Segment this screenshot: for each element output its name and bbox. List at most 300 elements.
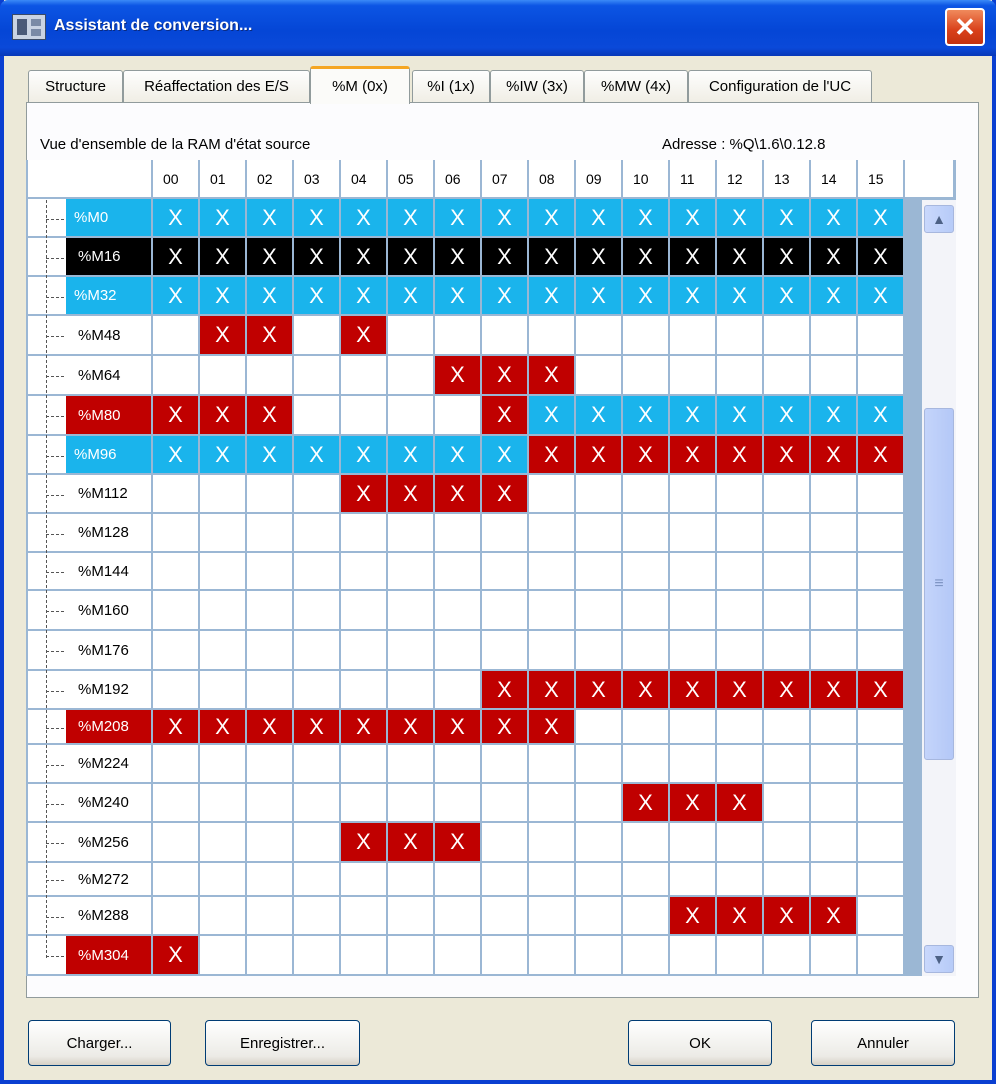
bit-cell[interactable]: [764, 671, 809, 708]
bit-cell[interactable]: [153, 745, 198, 782]
bit-cell[interactable]: [200, 238, 245, 275]
bit-cell[interactable]: [529, 553, 574, 589]
bit-cell[interactable]: [670, 745, 715, 782]
bit-cell[interactable]: [153, 316, 198, 354]
bit-cell[interactable]: [811, 277, 856, 314]
bit-cell[interactable]: [670, 671, 715, 708]
bit-cell[interactable]: [623, 316, 668, 354]
bit-cell[interactable]: [764, 316, 809, 354]
bit-cell[interactable]: [811, 784, 856, 821]
bit-cell[interactable]: [623, 475, 668, 512]
bit-cell[interactable]: [764, 356, 809, 394]
bit-cell[interactable]: [576, 591, 621, 629]
bit-cell[interactable]: [529, 238, 574, 275]
bit-cell[interactable]: [623, 514, 668, 551]
bit-cell[interactable]: [247, 823, 292, 861]
bit-cell[interactable]: [529, 745, 574, 782]
bit-cell[interactable]: [576, 671, 621, 708]
bit-cell[interactable]: [482, 277, 527, 314]
bit-cell[interactable]: [388, 396, 433, 434]
bit-cell[interactable]: [341, 553, 386, 589]
tab-i-1x[interactable]: %I (1x): [412, 70, 490, 102]
bit-cell[interactable]: [435, 238, 480, 275]
bit-cell[interactable]: [294, 514, 339, 551]
bit-cell[interactable]: [341, 631, 386, 669]
bit-cell[interactable]: [200, 863, 245, 895]
bit-cell[interactable]: [294, 591, 339, 629]
bit-cell[interactable]: [247, 356, 292, 394]
bit-cell[interactable]: [200, 553, 245, 589]
bit-cell[interactable]: [341, 863, 386, 895]
bit-cell[interactable]: [858, 631, 903, 669]
bit-cell[interactable]: [341, 316, 386, 354]
bit-cell[interactable]: [717, 631, 762, 669]
bit-cell[interactable]: [529, 199, 574, 236]
bit-cell[interactable]: [294, 553, 339, 589]
bit-cell[interactable]: [670, 514, 715, 551]
bit-cell[interactable]: [529, 671, 574, 708]
bit-cell[interactable]: [435, 316, 480, 354]
bit-cell[interactable]: [482, 936, 527, 974]
bit-cell[interactable]: [670, 436, 715, 473]
bit-cell[interactable]: [529, 316, 574, 354]
bit-cell[interactable]: [294, 277, 339, 314]
bit-cell[interactable]: [764, 823, 809, 861]
bit-cell[interactable]: [435, 784, 480, 821]
bit-cell[interactable]: [670, 591, 715, 629]
bit-cell[interactable]: [670, 863, 715, 895]
bit-cell[interactable]: [153, 277, 198, 314]
bit-cell[interactable]: [576, 745, 621, 782]
bit-cell[interactable]: [623, 823, 668, 861]
bit-cell[interactable]: [247, 897, 292, 934]
bit-cell[interactable]: [153, 396, 198, 434]
bit-cell[interactable]: [294, 199, 339, 236]
bit-cell[interactable]: [811, 936, 856, 974]
bit-cell[interactable]: [529, 475, 574, 512]
bit-cell[interactable]: [482, 897, 527, 934]
bit-cell[interactable]: [858, 745, 903, 782]
bit-cell[interactable]: [294, 745, 339, 782]
tab-io-reassignment[interactable]: Réaffectation des E/S: [123, 70, 310, 102]
bit-cell[interactable]: [576, 631, 621, 669]
bit-cell[interactable]: [482, 316, 527, 354]
bit-cell[interactable]: [764, 396, 809, 434]
bit-cell[interactable]: [529, 936, 574, 974]
bit-cell[interactable]: [623, 436, 668, 473]
bit-cell[interactable]: [623, 863, 668, 895]
bit-cell[interactable]: [435, 277, 480, 314]
bit-cell[interactable]: [811, 199, 856, 236]
bit-cell[interactable]: [670, 475, 715, 512]
bit-cell[interactable]: [482, 475, 527, 512]
bit-cell[interactable]: [341, 199, 386, 236]
bit-cell[interactable]: [623, 671, 668, 708]
bit-cell[interactable]: [200, 710, 245, 743]
bit-cell[interactable]: [858, 514, 903, 551]
bit-cell[interactable]: [247, 863, 292, 895]
bit-cell[interactable]: [811, 823, 856, 861]
bit-cell[interactable]: [717, 784, 762, 821]
bit-cell[interactable]: [717, 316, 762, 354]
bit-cell[interactable]: [294, 238, 339, 275]
bit-cell[interactable]: [153, 671, 198, 708]
bit-cell[interactable]: [623, 897, 668, 934]
bit-cell[interactable]: [341, 784, 386, 821]
bit-cell[interactable]: [388, 436, 433, 473]
cancel-button[interactable]: Annuler: [811, 1020, 955, 1066]
bit-cell[interactable]: [811, 356, 856, 394]
bit-cell[interactable]: [200, 784, 245, 821]
bit-cell[interactable]: [529, 356, 574, 394]
load-button[interactable]: Charger...: [28, 1020, 171, 1066]
bit-cell[interactable]: [670, 396, 715, 434]
bit-cell[interactable]: [623, 631, 668, 669]
bit-cell[interactable]: [623, 710, 668, 743]
bit-cell[interactable]: [435, 436, 480, 473]
bit-cell[interactable]: [153, 514, 198, 551]
bit-cell[interactable]: [764, 936, 809, 974]
bit-cell[interactable]: [576, 514, 621, 551]
bit-cell[interactable]: [764, 514, 809, 551]
bit-cell[interactable]: [623, 277, 668, 314]
bit-cell[interactable]: [294, 863, 339, 895]
scroll-up-icon[interactable]: ▲: [924, 205, 954, 233]
bit-cell[interactable]: [341, 671, 386, 708]
bit-cell[interactable]: [388, 591, 433, 629]
bit-cell[interactable]: [623, 591, 668, 629]
bit-cell[interactable]: [435, 591, 480, 629]
bit-cell[interactable]: [341, 936, 386, 974]
bit-cell[interactable]: [670, 631, 715, 669]
bit-cell[interactable]: [717, 199, 762, 236]
bit-cell[interactable]: [388, 745, 433, 782]
bit-cell[interactable]: [576, 277, 621, 314]
bit-cell[interactable]: [576, 553, 621, 589]
bit-cell[interactable]: [388, 710, 433, 743]
bit-cell[interactable]: [341, 475, 386, 512]
bit-cell[interactable]: [576, 396, 621, 434]
bit-cell[interactable]: [388, 671, 433, 708]
bit-cell[interactable]: [670, 199, 715, 236]
bit-cell[interactable]: [858, 591, 903, 629]
bit-cell[interactable]: [388, 863, 433, 895]
bit-cell[interactable]: [388, 514, 433, 551]
bit-cell[interactable]: [435, 553, 480, 589]
bit-cell[interactable]: [670, 936, 715, 974]
bit-cell[interactable]: [482, 863, 527, 895]
bit-cell[interactable]: [200, 631, 245, 669]
bit-cell[interactable]: [576, 863, 621, 895]
bit-cell[interactable]: [294, 316, 339, 354]
bit-cell[interactable]: [576, 199, 621, 236]
scroll-down-icon[interactable]: ▼: [924, 945, 954, 973]
bit-cell[interactable]: [576, 897, 621, 934]
bit-cell[interactable]: [482, 671, 527, 708]
bit-cell[interactable]: [435, 199, 480, 236]
tab-m-0x[interactable]: %M (0x): [310, 66, 410, 104]
bit-cell[interactable]: [529, 396, 574, 434]
bit-cell[interactable]: [341, 710, 386, 743]
bit-cell[interactable]: [388, 316, 433, 354]
bit-cell[interactable]: [623, 784, 668, 821]
bit-cell[interactable]: [670, 823, 715, 861]
bit-cell[interactable]: [717, 863, 762, 895]
bit-cell[interactable]: [717, 823, 762, 861]
bit-cell[interactable]: [811, 631, 856, 669]
bit-cell[interactable]: [247, 671, 292, 708]
bit-cell[interactable]: [153, 591, 198, 629]
bit-cell[interactable]: [482, 238, 527, 275]
bit-cell[interactable]: [294, 936, 339, 974]
bit-cell[interactable]: [247, 199, 292, 236]
bit-cell[interactable]: [529, 784, 574, 821]
bit-cell[interactable]: [247, 710, 292, 743]
bit-cell[interactable]: [482, 553, 527, 589]
bit-cell[interactable]: [247, 396, 292, 434]
bit-cell[interactable]: [764, 631, 809, 669]
bit-cell[interactable]: [623, 238, 668, 275]
bit-cell[interactable]: [764, 238, 809, 275]
bit-cell[interactable]: [482, 396, 527, 434]
bit-cell[interactable]: [764, 784, 809, 821]
ok-button[interactable]: OK: [628, 1020, 772, 1066]
bit-cell[interactable]: [858, 553, 903, 589]
bit-cell[interactable]: [153, 475, 198, 512]
bit-cell[interactable]: [200, 316, 245, 354]
close-button[interactable]: ✕: [945, 8, 985, 46]
bit-cell[interactable]: [858, 936, 903, 974]
bit-cell[interactable]: [341, 591, 386, 629]
bit-cell[interactable]: [388, 784, 433, 821]
bit-cell[interactable]: [858, 316, 903, 354]
bit-cell[interactable]: [247, 475, 292, 512]
bit-cell[interactable]: [341, 897, 386, 934]
bit-cell[interactable]: [623, 553, 668, 589]
bit-cell[interactable]: [388, 936, 433, 974]
bit-cell[interactable]: [717, 475, 762, 512]
bit-cell[interactable]: [717, 710, 762, 743]
bit-cell[interactable]: [247, 436, 292, 473]
bit-cell[interactable]: [529, 710, 574, 743]
bit-cell[interactable]: [247, 936, 292, 974]
bit-cell[interactable]: [247, 784, 292, 821]
bit-cell[interactable]: [717, 238, 762, 275]
bit-cell[interactable]: [717, 591, 762, 629]
bit-cell[interactable]: [529, 436, 574, 473]
bit-cell[interactable]: [529, 591, 574, 629]
bit-cell[interactable]: [811, 436, 856, 473]
bit-cell[interactable]: [670, 277, 715, 314]
bit-cell[interactable]: [435, 710, 480, 743]
bit-cell[interactable]: [153, 553, 198, 589]
bit-cell[interactable]: [717, 671, 762, 708]
bit-cell[interactable]: [435, 671, 480, 708]
bit-cell[interactable]: [388, 238, 433, 275]
bit-cell[interactable]: [435, 863, 480, 895]
bit-cell[interactable]: [764, 475, 809, 512]
bit-cell[interactable]: [388, 356, 433, 394]
bit-cell[interactable]: [717, 356, 762, 394]
bit-cell[interactable]: [858, 710, 903, 743]
bit-cell[interactable]: [435, 823, 480, 861]
bit-cell[interactable]: [623, 745, 668, 782]
bit-cell[interactable]: [153, 238, 198, 275]
bit-cell[interactable]: [670, 356, 715, 394]
bit-cell[interactable]: [153, 436, 198, 473]
bit-cell[interactable]: [811, 396, 856, 434]
bit-cell[interactable]: [435, 475, 480, 512]
bit-cell[interactable]: [623, 396, 668, 434]
bit-cell[interactable]: [811, 316, 856, 354]
tab-mw-4x[interactable]: %MW (4x): [584, 70, 688, 102]
bit-cell[interactable]: [294, 671, 339, 708]
bit-cell[interactable]: [623, 936, 668, 974]
bit-cell[interactable]: [341, 436, 386, 473]
bit-cell[interactable]: [858, 823, 903, 861]
bit-cell[interactable]: [200, 745, 245, 782]
bit-cell[interactable]: [717, 553, 762, 589]
bit-cell[interactable]: [858, 784, 903, 821]
bit-cell[interactable]: [670, 238, 715, 275]
bit-cell[interactable]: [811, 671, 856, 708]
bit-cell[interactable]: [670, 553, 715, 589]
bit-cell[interactable]: [529, 277, 574, 314]
tab-cpu-configuration[interactable]: Configuration de l'UC: [688, 70, 872, 102]
bit-cell[interactable]: [764, 553, 809, 589]
bit-cell[interactable]: [435, 356, 480, 394]
bit-cell[interactable]: [811, 591, 856, 629]
bit-cell[interactable]: [858, 671, 903, 708]
bit-cell[interactable]: [764, 745, 809, 782]
tab-iw-3x[interactable]: %IW (3x): [490, 70, 584, 102]
bit-cell[interactable]: [294, 396, 339, 434]
bit-cell[interactable]: [153, 199, 198, 236]
bit-cell[interactable]: [482, 784, 527, 821]
bit-cell[interactable]: [388, 553, 433, 589]
bit-cell[interactable]: [482, 356, 527, 394]
bit-cell[interactable]: [200, 514, 245, 551]
bit-cell[interactable]: [341, 356, 386, 394]
bit-cell[interactable]: [717, 745, 762, 782]
tab-structure[interactable]: Structure: [28, 70, 123, 102]
bit-cell[interactable]: [247, 631, 292, 669]
bit-cell[interactable]: [294, 475, 339, 512]
bit-cell[interactable]: [811, 897, 856, 934]
bit-cell[interactable]: [388, 277, 433, 314]
bit-cell[interactable]: [858, 897, 903, 934]
bit-cell[interactable]: [435, 897, 480, 934]
bit-cell[interactable]: [576, 238, 621, 275]
bit-cell[interactable]: [388, 823, 433, 861]
bit-cell[interactable]: [247, 316, 292, 354]
bit-cell[interactable]: [717, 936, 762, 974]
bit-cell[interactable]: [341, 745, 386, 782]
bit-cell[interactable]: [482, 710, 527, 743]
bit-cell[interactable]: [294, 631, 339, 669]
bit-cell[interactable]: [576, 356, 621, 394]
bit-cell[interactable]: [623, 356, 668, 394]
bit-cell[interactable]: [435, 745, 480, 782]
bit-cell[interactable]: [764, 591, 809, 629]
bit-cell[interactable]: [858, 356, 903, 394]
bit-cell[interactable]: [200, 897, 245, 934]
bit-cell[interactable]: [576, 436, 621, 473]
bit-cell[interactable]: [247, 238, 292, 275]
bit-cell[interactable]: [811, 238, 856, 275]
bit-cell[interactable]: [764, 436, 809, 473]
bit-cell[interactable]: [858, 277, 903, 314]
bit-cell[interactable]: [200, 436, 245, 473]
bit-cell[interactable]: [294, 710, 339, 743]
bit-cell[interactable]: [388, 475, 433, 512]
bit-cell[interactable]: [200, 591, 245, 629]
bit-cell[interactable]: [247, 553, 292, 589]
bit-cell[interactable]: [764, 199, 809, 236]
save-button[interactable]: Enregistrer...: [205, 1020, 360, 1066]
bit-cell[interactable]: [811, 553, 856, 589]
bit-cell[interactable]: [670, 316, 715, 354]
bit-cell[interactable]: [764, 863, 809, 895]
bit-cell[interactable]: [529, 631, 574, 669]
bit-cell[interactable]: [576, 823, 621, 861]
bit-cell[interactable]: [858, 863, 903, 895]
bit-cell[interactable]: [764, 710, 809, 743]
bit-cell[interactable]: [247, 591, 292, 629]
bit-cell[interactable]: [153, 784, 198, 821]
bit-cell[interactable]: [200, 277, 245, 314]
bit-cell[interactable]: [576, 710, 621, 743]
bit-cell[interactable]: [717, 396, 762, 434]
bit-cell[interactable]: [247, 277, 292, 314]
bit-cell[interactable]: [435, 631, 480, 669]
bit-cell[interactable]: [341, 514, 386, 551]
bit-cell[interactable]: [200, 671, 245, 708]
bit-cell[interactable]: [294, 784, 339, 821]
bit-cell[interactable]: [153, 710, 198, 743]
scroll-thumb[interactable]: ≡: [924, 408, 954, 760]
bit-cell[interactable]: [717, 436, 762, 473]
bit-cell[interactable]: [811, 745, 856, 782]
bit-cell[interactable]: [153, 897, 198, 934]
bit-cell[interactable]: [153, 356, 198, 394]
bit-cell[interactable]: [200, 936, 245, 974]
bit-cell[interactable]: [764, 897, 809, 934]
bit-cell[interactable]: [388, 897, 433, 934]
bit-cell[interactable]: [341, 396, 386, 434]
bit-cell[interactable]: [294, 436, 339, 473]
bit-cell[interactable]: [200, 823, 245, 861]
bit-cell[interactable]: [858, 396, 903, 434]
bit-cell[interactable]: [670, 710, 715, 743]
bit-cell[interactable]: [482, 591, 527, 629]
bit-cell[interactable]: [294, 897, 339, 934]
bit-cell[interactable]: [717, 897, 762, 934]
bit-cell[interactable]: [482, 823, 527, 861]
bit-cell[interactable]: [435, 514, 480, 551]
bit-cell[interactable]: [529, 897, 574, 934]
bit-cell[interactable]: [858, 436, 903, 473]
bit-cell[interactable]: [670, 897, 715, 934]
bit-cell[interactable]: [529, 863, 574, 895]
bit-cell[interactable]: [341, 823, 386, 861]
bit-cell[interactable]: [811, 475, 856, 512]
bit-cell[interactable]: [529, 823, 574, 861]
bit-cell[interactable]: [247, 514, 292, 551]
bit-cell[interactable]: [200, 396, 245, 434]
bit-cell[interactable]: [153, 631, 198, 669]
bit-cell[interactable]: [153, 863, 198, 895]
